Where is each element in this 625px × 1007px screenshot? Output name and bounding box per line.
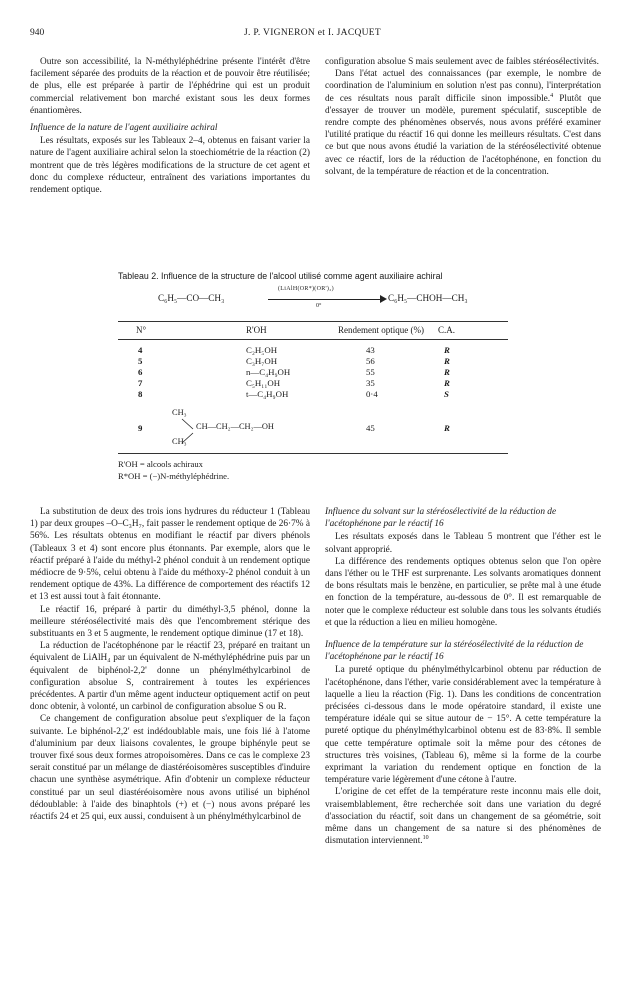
paragraph: Le réactif 16, préparé à partir du diméthyl-3,5 phénol, donne la meilleure stéréosélectivité mais dès que l'encombrement stérique des substituants en 3 et 5 augmente, le rendement optique diminue (17 et 18). <box>30 604 310 640</box>
table-row <box>118 389 508 400</box>
table-row <box>118 378 508 389</box>
methyl-bottom: CH₃ <box>172 437 187 446</box>
cell-rendement: 35 <box>366 378 375 388</box>
cell-no: 4 <box>138 345 143 355</box>
table-rule-top <box>118 321 508 322</box>
col-header-rendement: Rendement optique (%) <box>338 325 424 335</box>
paragraph: La substitution de deux des trois ions hydrures du réducteur 1 (Tableau 1) par deux groupes –O–C₃H₇, fait passer le rendement optique de 26·7% à 56%. Les résultats obtenus en modifiant le réactif par divers phénols (Tableaux 3 et 4) sont encore plus étonnants. Par exemple, alors que le réactif préparé à l'aide du méthyl-2 phénol conduit à un rendement optique médiocre de 9·5%, celui obtenu à l'aide du méthoxy-2 phénol conduit à un rendement optique de 43%. La différence de comportement des réactifs 12 et 13 est aussi tout à fait étonnante. <box>30 507 310 603</box>
section-heading: Influence de la température sur la stéréosélectivité de la réduction de l'acétophénone par le réactif 16 <box>325 640 584 663</box>
footnote-ref: 4 <box>550 92 554 99</box>
table-notes <box>118 459 229 482</box>
paragraph: Les résultats exposés dans le Tableau 5 montrent que l'éther est le solvant approprié. <box>325 532 601 555</box>
table-rule-bottom <box>118 453 508 454</box>
paragraph <box>325 786 601 847</box>
cell-rendement: 43 <box>366 345 375 355</box>
cell-ca: S <box>444 389 449 399</box>
table-row <box>118 345 508 356</box>
paragraph: La réduction de l'acétophénone par le réactif 23, préparé en traitant un équivalent de LiAlH₄ par un équivalent de N-méthyléphédrine puis par un équivalent de biphénol-2,2' donne un phénylméthylcarbinol de configuration absolue S, contrairement à toutes les expériences précédentes. A partir d'un même agent inducteur optiquement actif on peut donc obtenir, à volonté, un carbinol de configuration absolue S ou R. <box>30 641 310 713</box>
col-header-ca: C.A. <box>438 325 456 335</box>
cell-rendement: 0·4 <box>366 389 378 399</box>
cell-no: 7 <box>138 378 143 388</box>
arrow-head-icon <box>380 295 387 303</box>
table-rule-header <box>118 339 508 340</box>
product: C₆H₅—CHOH—CH₃ <box>388 293 468 303</box>
table-note: R'OH = alcools achiraux <box>118 459 203 469</box>
cell-roh: C₅H₁₁OH <box>246 378 281 388</box>
cell-ca: R <box>444 356 450 366</box>
reaction-condition: 0° <box>316 303 322 309</box>
cell-no: 9 <box>138 423 143 433</box>
paragraph-text: L'origine de cet effet de la température reste inconnu mais elle doit, vraisemblablement, être recherchée soit dans une variation du degré d'association du réactif, soit dans un changement de sa géométrie, soit même dans un changement de sa nature si des phénomènes de dismutation interviennent. <box>325 787 601 847</box>
col-header-roh: R'OH <box>246 325 267 335</box>
paragraph: Les résultats, exposés sur les Tableaux 2–4, obtenus en faisant varier la nature de l'agent auxiliaire achiral selon la stoechiométrie de la réaction (2) montrent que de très légères modifications de la structure de cet agent et donc du complexe réducteur, entraînent des variations importantes du rendement optique. <box>30 136 310 196</box>
paragraph: Ce changement de configuration absolue peut s'expliquer de la façon suivante. Le biphénol-2,2' est indédoublable mais, une fois lié à l'atome d'aluminium par deux liaisons covalentes, le groupe biphényle peut se trouver fixé sous deux formes atropoisomères. Dans ce cas le complexe 23 serait constitué par un mélange de diastéréoisomères susceptibles d'induire chacun une synthèse asymétrique. Afin d'obtenir un complexe réducteur constitué par un seul diastéréoisomère nous avons utilisé un biphénol dédoublable: à l'aide des binaphtols (+) et (−) nous avons préparé les réactifs 24 et 25 qui, eux aussi, conduisent à un phénylméthylcarbinol de <box>30 714 310 823</box>
running-authors: J. P. VIGNERON et I. JACQUET <box>243 28 381 38</box>
structure-formula <box>166 408 366 450</box>
paragraph: La différence des rendements optiques obtenus selon que l'on opère dans l'éther ou le THF est surprenante. Les solvants aromatiques donnent de bons résultats mais le benzène, en particulier, se prête mal à une étude en fonction de la température, au-dessous de 0°. Il est remarquable de noter que le complexe réducteur est soluble dans tous les solvants étudiés et que la réduction a lieu en milieu homogène. <box>325 556 601 628</box>
section-heading: Influence de la nature de l'agent auxiliaire achiral <box>30 123 218 134</box>
table-note: R*OH = (−)N-méthyléphédrine. <box>118 470 230 481</box>
cell-no: 8 <box>138 389 143 399</box>
cell-ca: R <box>444 345 450 355</box>
table-caption: Tableau 2. Influence de la structure de l'alcool utilisé comme agent auxiliaire achiral <box>118 271 443 281</box>
cell-ca: R <box>444 423 450 433</box>
column-top-left <box>30 56 310 196</box>
col-header-no: N° <box>136 325 147 335</box>
table-row <box>118 367 508 378</box>
cell-no: 6 <box>138 367 143 377</box>
reaction-scheme <box>118 281 508 317</box>
cell-rendement: 45 <box>366 423 375 433</box>
chain: CH—CH₂—CH₂—OH <box>196 422 274 431</box>
footnote-ref: 10 <box>422 835 429 842</box>
column-bottom-right <box>325 506 601 847</box>
reaction-arrow <box>268 299 382 300</box>
paragraph-text: Plutôt que d'essayer de trouver un modèle, purement spéculatif, susceptible de rendre compte des phénomènes observés, nous avons préféré examiner l'utilité pratique du réactif 16 qui donne les meilleurs résultats. C'est dans ce but que nous avons étudié la variation de la stéréosélectivité obtenue avec ce réactif, lors de la réduction de l'acétophénone, en fonction du solvant, de la température de réaction et de la concentration. <box>325 93 601 177</box>
methyl-top: CH₃ <box>172 408 187 417</box>
cell-ca: R <box>444 367 450 377</box>
reactant: C₆H₅—CO—CH₃ <box>158 293 225 303</box>
section-heading: Influence du solvant sur la stéréosélectivité de la réduction de l'acétophénone par le réactif 16 <box>325 507 557 530</box>
paragraph: Outre son accessibilité, la N-méthyléphédrine présente l'intérêt d'être facilement séparée des produits de la réaction et de pouvoir être réutilisée; de plus, elle est préparée à partir de l'éphédrine qui est un produit commercial relativement bon marché existant sous les deux formes énantiomères. <box>30 57 310 116</box>
table-header-row <box>118 325 508 337</box>
table-2 <box>118 271 508 481</box>
running-header <box>0 28 625 42</box>
column-bottom-left <box>30 506 310 823</box>
cell-roh: C₃H₇OH <box>246 356 278 366</box>
cell-no: 5 <box>138 356 143 366</box>
paragraph: La pureté optique du phénylméthylcarbinol obtenu par réduction de l'acétophénone, dans l'éther, varie considérablement avec la température à laquelle a lieu la réaction (Fig. 1). Dans les conditions de concentration précisées ci-dessous dans le mode opératoire standard, il existe une température idéale qui se situe autour de − 15°. A cette température la pureté optique du phénylméthylcarbinol obtenu est de 83·8%. Il semble que cette température optimale soit la même pour des cétones de structures très voisines, (Tableau 6), même si la forme de la courbe exprimant la variation du rendement optique en fonction de la température varie légèrement d'une cétone à l'autre. <box>325 665 601 786</box>
cell-ca: R <box>444 378 450 388</box>
cell-rendement: 55 <box>366 367 375 377</box>
table-row <box>118 356 508 367</box>
paragraph: configuration absolue S mais seulement avec de faibles stéréosélectivités. <box>325 57 599 67</box>
page-number: 940 <box>30 28 45 38</box>
reagent-label: (LiAlH(OR*)(OR')₂) <box>278 286 334 292</box>
cell-roh: t—C₄H₉OH <box>246 389 289 399</box>
cell-rendement: 56 <box>366 356 375 366</box>
cell-roh: C₂H₅OH <box>246 345 278 355</box>
paragraph <box>325 68 601 178</box>
cell-roh: n—C₄H₉OH <box>246 367 291 377</box>
column-top-right <box>325 56 601 178</box>
paragraph-text: Dans l'état actuel des connaissances (par exemple, le nombre de coordination de l'aluminium en solution n'est pas connu), l'interprétation de ces résultats nous paraît difficile sinon impossible. <box>325 69 601 104</box>
